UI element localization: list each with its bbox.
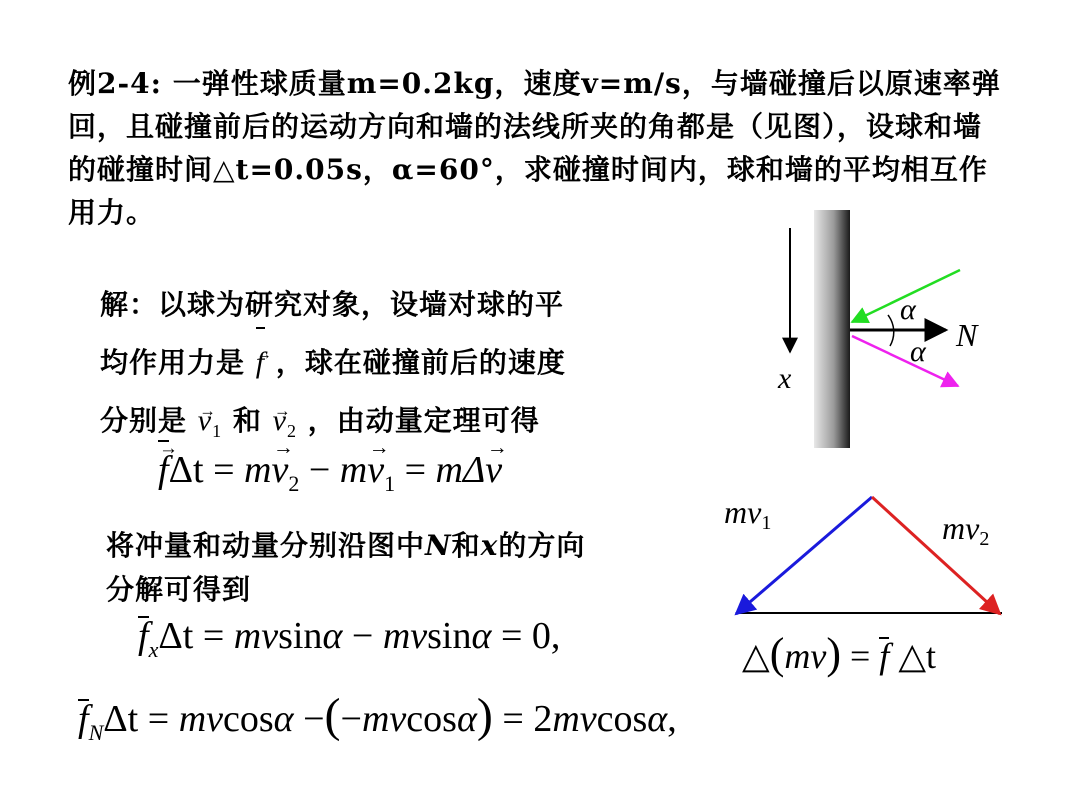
problem-label: 例2-4: <box>68 67 162 100</box>
v2-symbol: → v <box>273 392 287 450</box>
delta-momentum-equation: △(mv) = f △t <box>742 629 936 678</box>
solution-paragraph <box>100 276 700 460</box>
solution-line-3: 分别是 → $v_1$ 和 → $v_2$ ，由动量定理可得 <box>100 392 700 460</box>
solution-line-1: 解：以球为研究对象，设墙对球的平 <box>100 288 565 321</box>
wall <box>814 210 850 448</box>
n-axis-label: N <box>956 317 978 353</box>
x-axis-label: x <box>778 362 792 395</box>
equation-n-component: $f_N\Delta t = mvcos\alpha -(-mvcos\alpha) = 2mvcos\alpha$, <box>78 689 677 745</box>
wall-collision-diagram <box>770 200 980 460</box>
avg-force-symbol: f → <box>256 334 265 392</box>
alpha-top-label: α <box>900 293 916 326</box>
alpha-bottom-label: α <box>910 335 926 368</box>
solution-line-2: 均作用力是 f → ，球在碰撞前后的速度 <box>100 334 700 392</box>
equation-x-component: $f_x\Delta t = mvsin\alpha - mvsin\alpha = 0$, <box>138 615 561 662</box>
problem-text: 一弹性球质量m=0.2kg，速度v=m/s，与墙碰撞后以原速率弹回，且碰撞前后的运动方向和墙的法线所夹的角都是（见图），设球和墙的碰撞时间△t=0.05s，α=60°，求碰撞时间内，球和墙的平均相互作用力。 <box>68 67 1001 229</box>
mv1-label: mv1 <box>724 494 772 534</box>
outgoing-velocity-arrow <box>852 336 958 386</box>
equation-momentum-theorem: $f \to\Delta t = m\to v_2 - m\to v_1 = m\Delta\to v$ <box>158 448 502 497</box>
decomposition-text: 将冲量和动量分别沿图中N和x的方向 分解可得到 <box>106 529 586 606</box>
mv2-label: mv2 <box>942 510 990 550</box>
v1-symbol: → v <box>198 392 212 450</box>
